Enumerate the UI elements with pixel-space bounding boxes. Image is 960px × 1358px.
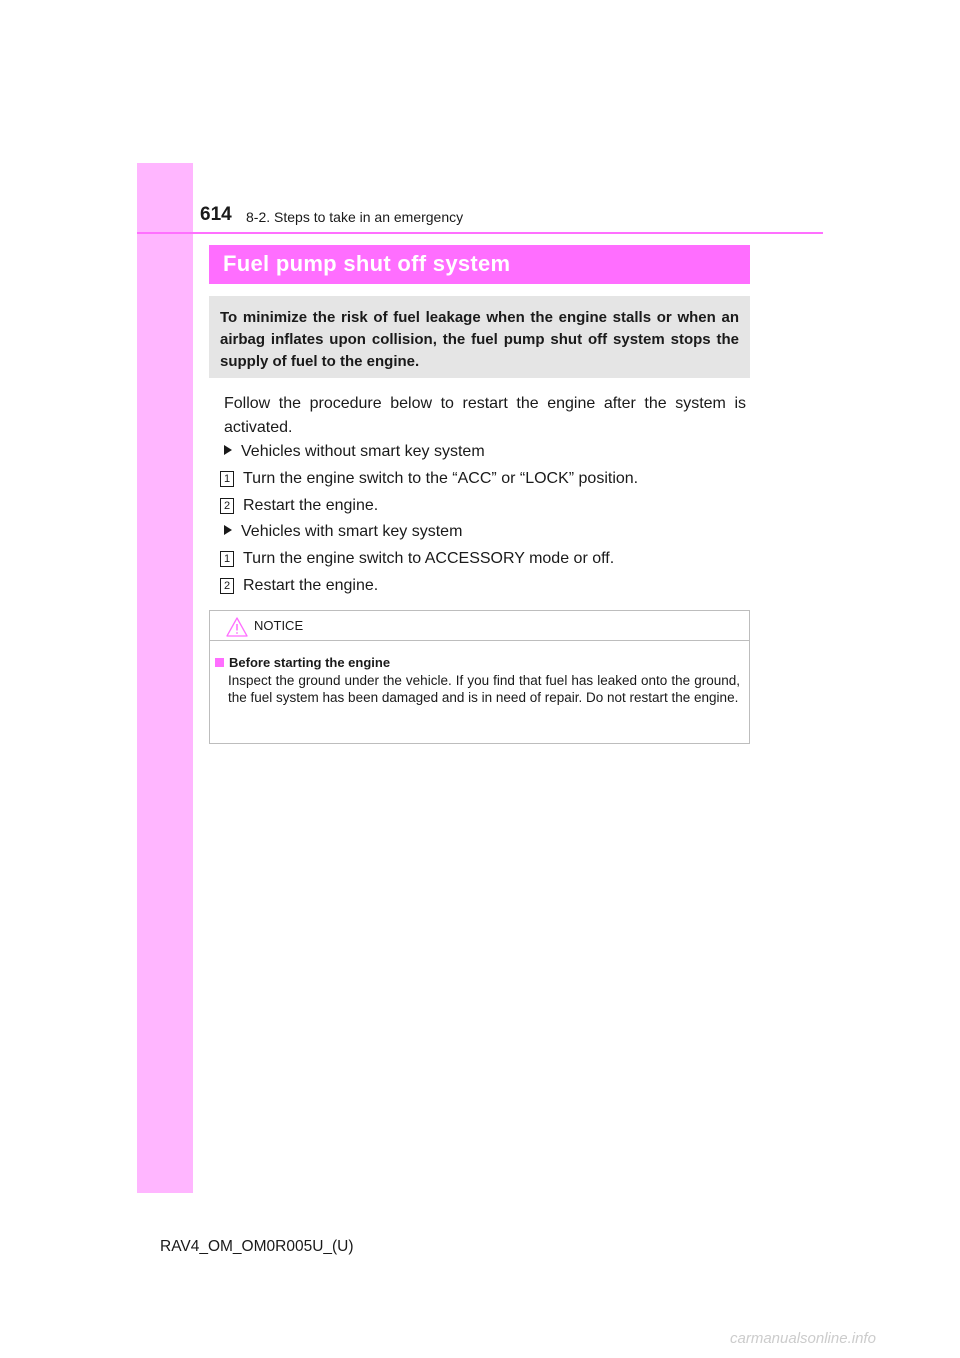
step-text: Turn the engine switch to ACCESSORY mode or off. bbox=[243, 550, 615, 567]
step-text: Restart the engine. bbox=[243, 577, 379, 594]
intro-text: To minimize the risk of fuel leakage when the engine stalls or when an airbag inflates upon collision, the fuel pump shut off system stops the supply of fuel to the engine. bbox=[220, 309, 739, 370]
subheading-with-smart-key bbox=[224, 523, 462, 541]
warning-icon bbox=[226, 617, 248, 637]
step-number-badge: 1 bbox=[220, 551, 234, 567]
notice-subheading-text: Before starting the engine bbox=[229, 655, 391, 670]
square-bullet-icon bbox=[215, 658, 224, 667]
subheading-label: Vehicles with smart key system bbox=[241, 523, 463, 540]
step-text: Turn the engine switch to the “ACC” or “LOCK” position. bbox=[243, 470, 639, 487]
side-tab-strip bbox=[137, 163, 193, 1193]
triangle-bullet-icon bbox=[224, 445, 232, 455]
notice-label: NOTICE bbox=[254, 618, 304, 633]
triangle-bullet-icon bbox=[224, 525, 232, 535]
step-number-badge: 1 bbox=[220, 471, 234, 487]
notice-subheading bbox=[215, 655, 390, 670]
header-rule bbox=[137, 232, 823, 234]
page-title: Fuel pump shut off system bbox=[223, 251, 511, 276]
notice-header bbox=[210, 611, 749, 641]
subheading-without-smart-key bbox=[224, 443, 485, 461]
subheading-label: Vehicles without smart key system bbox=[241, 443, 485, 460]
intro-box bbox=[209, 296, 750, 378]
title-bar bbox=[209, 245, 750, 284]
step-text: Restart the engine. bbox=[243, 497, 379, 514]
footer-doc-id: RAV4_OM_OM0R005U_(U) bbox=[160, 1238, 354, 1255]
page-number: 614 bbox=[200, 204, 232, 225]
step-number-badge: 2 bbox=[220, 498, 234, 514]
watermark: carmanualsonline.info bbox=[730, 1330, 876, 1347]
notice-body: Inspect the ground under the vehicle. If you find that fuel has leaked onto the ground, the fuel system has been damaged and is in need of repair. Do not restart the engine. bbox=[228, 673, 740, 705]
notice-box bbox=[209, 610, 750, 744]
section-header: 8-2. Steps to take in an emergency bbox=[246, 209, 464, 225]
step-number-badge: 2 bbox=[220, 578, 234, 594]
body-paragraph: Follow the procedure below to restart the engine after the system is activated. bbox=[224, 395, 746, 436]
